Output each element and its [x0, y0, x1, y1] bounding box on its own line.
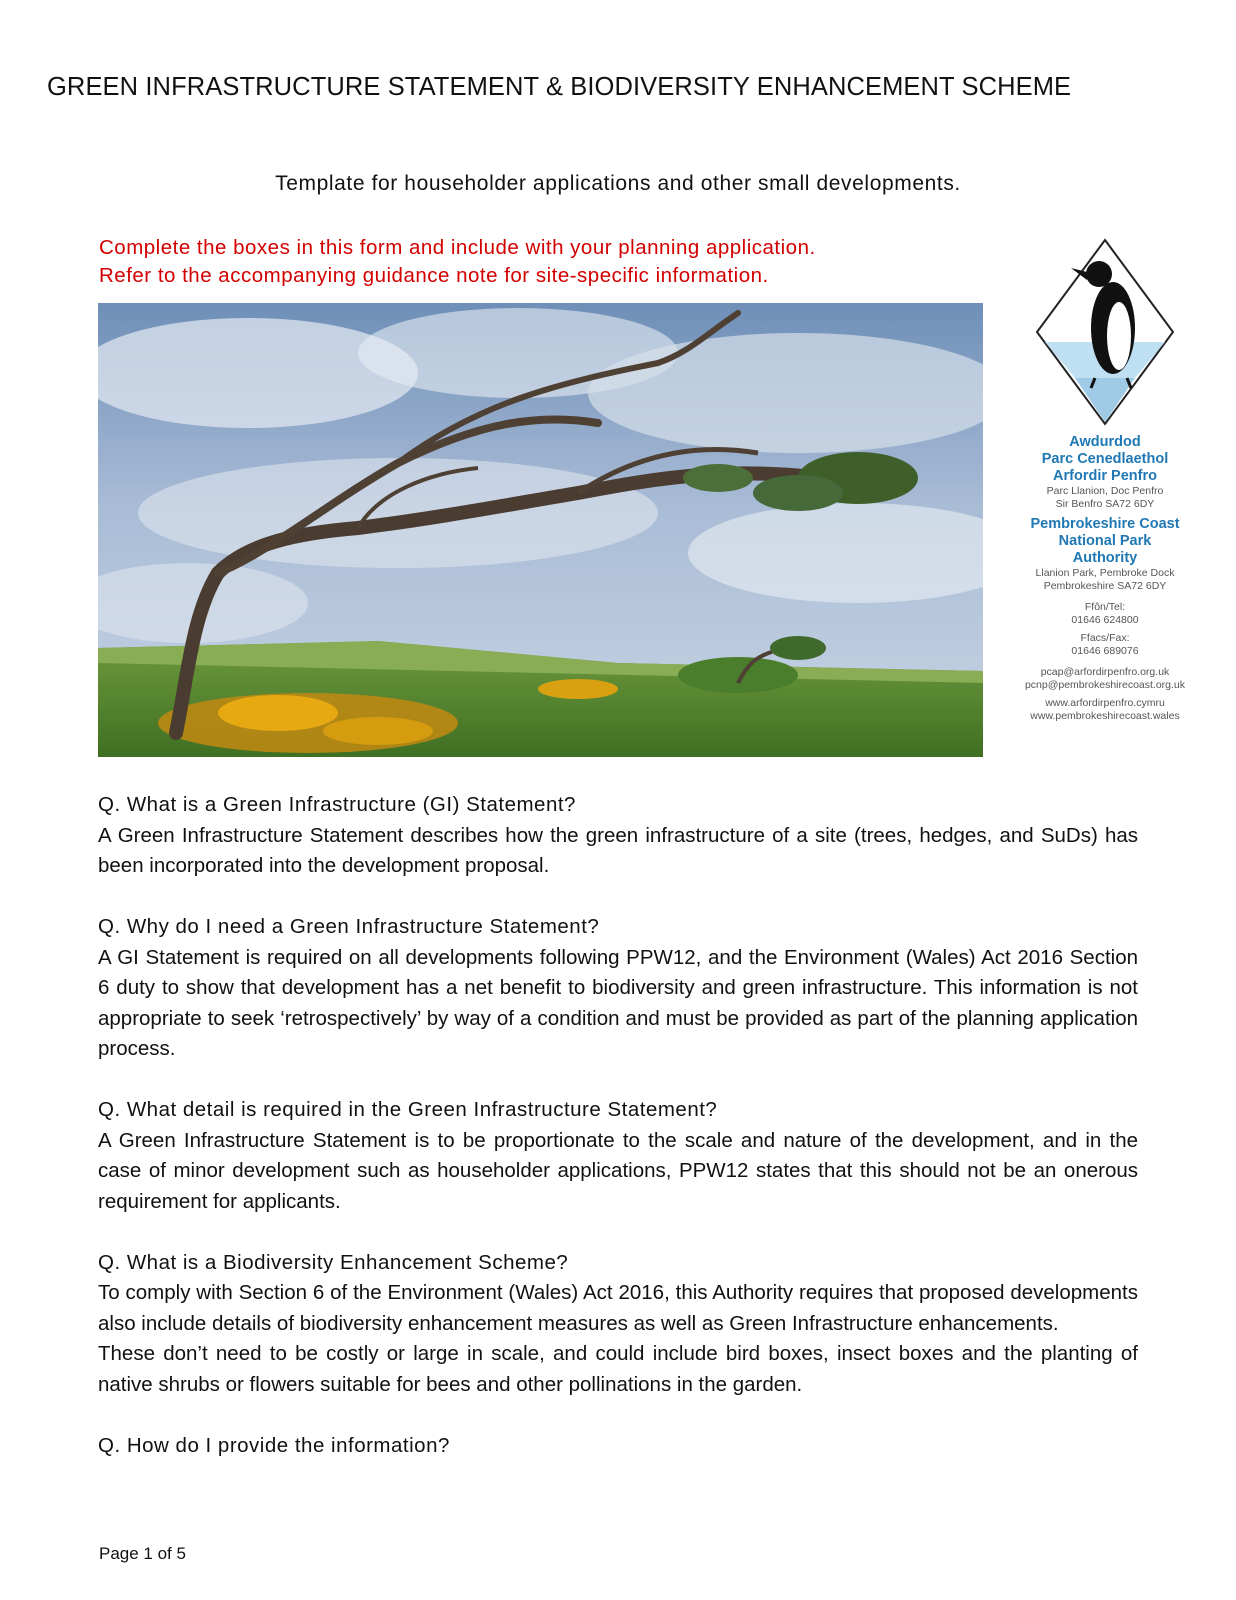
faq-answer: A Green Infrastructure Statement is to be proportionate to the scale and nature of the development, and in the case of minor development such as householder applications, PPW12 states that this should not be an onerous requirement for applicants. — [98, 1128, 1138, 1213]
instruction-line: Complete the boxes in this form and include with your planning application. — [99, 236, 816, 259]
email-link[interactable]: pcap@arfordirpenfro.org.uk — [1040, 666, 1170, 678]
english-address-line: Llanion Park, Pembroke Dock — [1035, 567, 1175, 579]
npa-logo — [1010, 238, 1200, 748]
razorbill-diamond-icon — [1035, 238, 1175, 426]
faq-answer: A GI Statement is required on all developments following PPW12, and the Environment (Wales) Act 2016 Section 6 duty to show that development has a net benefit to biodiversity and green infrastructure. This information is not appropriate to seek ‘retrospectively’ by way of a condition and must be provided as part of the planning application process. — [98, 945, 1138, 1060]
faq-answer: To comply with Section 6 of the Environment (Wales) Act 2016, this Authority requires that proposed developments also include details of biodiversity enhancement measures as well as Green Infrastructure enhancements. — [98, 1281, 1138, 1335]
page-number: Page 1 of 5 — [99, 1544, 186, 1563]
faq-section — [98, 1095, 1138, 1217]
english-name-line: Pembrokeshire Coast — [1030, 516, 1180, 532]
document-title: GREEN INFRASTRUCTURE STATEMENT & BIODIVERSITY ENHANCEMENT SCHEME — [47, 73, 1072, 101]
instruction-line: Refer to the accompanying guidance note for site-specific information. — [99, 264, 769, 287]
faq-section — [98, 1431, 1138, 1462]
welsh-name-line: Parc Cenedlaethol — [1041, 451, 1169, 467]
faq-answer: A Green Infrastructure Statement describes how the green infrastructure of a site (trees, hedges, and SuDs) has been incorporated into the development proposal. — [98, 823, 1138, 877]
faq-section — [98, 790, 1138, 882]
windswept-tree-photo — [98, 303, 983, 757]
faq-question: Q. What is a Biodiversity Enhancement Scheme? — [98, 1250, 569, 1274]
faq-answer: These don’t need to be costly or large in scale, and could include bird boxes, insect boxes and the planting of native shrubs or flowers suitable for bees and other pollinations in the garden. — [98, 1342, 1138, 1396]
faq-section — [98, 912, 1138, 1065]
document-subtitle: Template for householder applications and other small developments. — [275, 172, 961, 195]
english-address-line: Pembrokeshire SA72 6DY — [1043, 580, 1167, 592]
faq-section — [98, 1248, 1138, 1401]
fax-label: Ffacs/Fax: — [1080, 632, 1130, 644]
welsh-name-line: Awdurdod — [1069, 434, 1141, 450]
fax-number: 01646 689076 — [1071, 645, 1139, 657]
welsh-address-line: Sir Benfro SA72 6DY — [1055, 498, 1155, 510]
welsh-address-line: Parc Llanion, Doc Penfro — [1046, 485, 1164, 497]
faq-body — [98, 790, 1138, 1492]
welsh-name-line: Arfordir Penfro — [1053, 468, 1157, 484]
english-name-line: Authority — [1072, 550, 1138, 566]
tel-number: 01646 624800 — [1071, 614, 1139, 626]
english-name-line: National Park — [1058, 533, 1152, 549]
faq-question: Q. What is a Green Infrastructure (GI) Statement? — [98, 793, 576, 816]
email-link[interactable]: pcnp@pembrokeshirecoast.org.uk — [1024, 679, 1186, 691]
website-link[interactable]: www.pembrokeshirecoast.wales — [1030, 710, 1180, 722]
faq-question: Q. How do I provide the information? — [98, 1433, 450, 1457]
website-link[interactable]: www.arfordirpenfro.cymru — [1045, 697, 1165, 709]
faq-question: Q. Why do I need a Green Infrastructure Statement? — [98, 915, 600, 938]
faq-question: Q. What detail is required in the Green Infrastructure Statement? — [98, 1098, 718, 1121]
tel-label: Ffôn/Tel: — [1084, 601, 1126, 613]
instructions — [99, 234, 999, 290]
